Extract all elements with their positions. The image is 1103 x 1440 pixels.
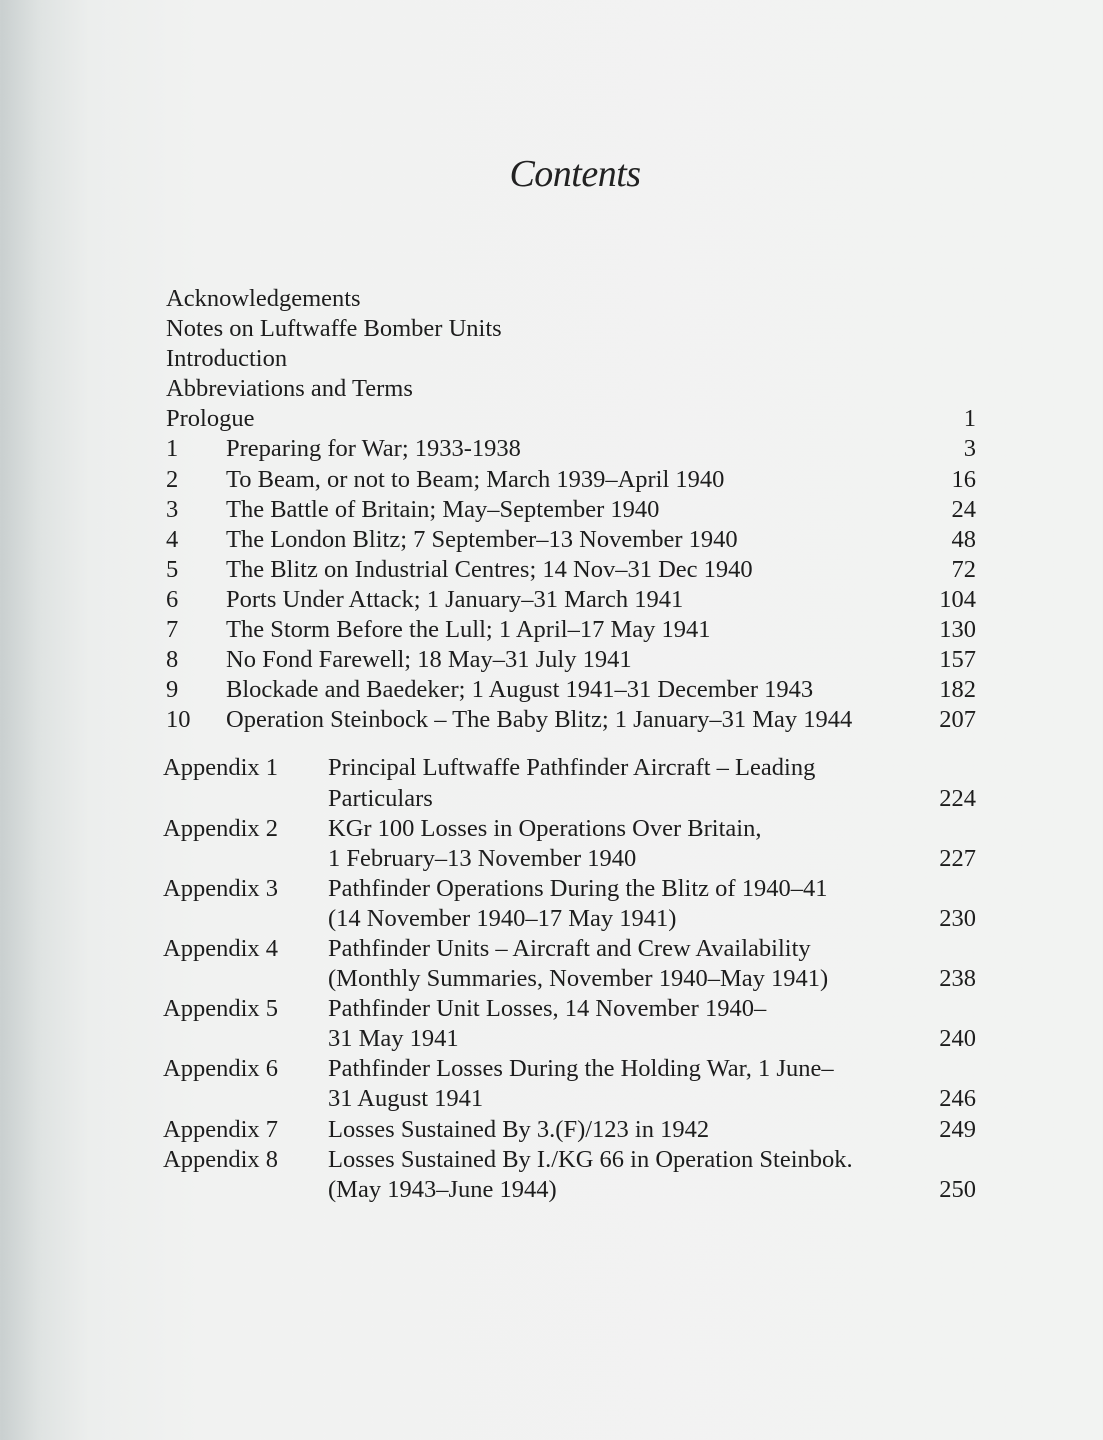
- toc-page-number: 24: [951, 495, 976, 523]
- appendix-title-line: Particulars: [328, 784, 433, 812]
- toc-page-number: 182: [939, 676, 976, 704]
- chapter-title: The Battle of Britain; May–September 1940: [226, 495, 660, 523]
- toc-chapter-item: [166, 465, 976, 495]
- appendix-title-line: Principal Luftwaffe Pathfinder Aircraft – Leading: [328, 754, 816, 782]
- appendix-title-line: Pathfinder Unit Losses, 14 November 1940–: [328, 995, 767, 1023]
- toc-chapter-item: [166, 645, 976, 675]
- chapter-title: The Blitz on Industrial Centres; 14 Nov–31 Dec 1940: [226, 555, 753, 583]
- toc-chapter-item: [166, 434, 976, 464]
- toc-page-number: 72: [951, 555, 976, 583]
- toc-page-number: 207: [939, 706, 976, 734]
- toc-page-number: 3: [963, 435, 976, 463]
- toc-page-number: 130: [939, 616, 976, 644]
- chapter-title: To Beam, or not to Beam; March 1939–April 1940: [226, 465, 725, 493]
- appendix-label: Appendix 4: [163, 934, 278, 962]
- toc-chapter-item: [166, 615, 976, 645]
- chapter-number: 5: [166, 555, 179, 583]
- toc-appendix-item: [163, 1115, 976, 1145]
- appendix-title-line: Pathfinder Units – Aircraft and Crew Availability: [328, 934, 811, 962]
- toc-entry-title: Notes on Luftwaffe Bomber Units: [166, 315, 502, 343]
- appendix-title-line: Losses Sustained By 3.(F)/123 in 1942: [328, 1115, 710, 1143]
- chapter-title: No Fond Farewell; 18 May–31 July 1941: [226, 646, 632, 674]
- chapter-number: 8: [166, 646, 179, 674]
- toc-appendix-item: [163, 874, 976, 934]
- toc-chapter-item: [166, 585, 976, 615]
- toc-appendix-item: [163, 753, 976, 813]
- appendix-title-line: 31 August 1941: [328, 1085, 484, 1113]
- toc-appendix-item: [163, 1145, 976, 1205]
- appendix-label: Appendix 5: [163, 995, 278, 1023]
- appendix-title-line: 1 February–13 November 1940: [328, 844, 637, 872]
- chapter-number: 1: [166, 435, 179, 463]
- chapter-title: Blockade and Baedeker; 1 August 1941–31 December 1943: [226, 676, 814, 704]
- appendix-title-line: KGr 100 Losses in Operations Over Britain,: [328, 814, 762, 842]
- toc-page-number: 48: [951, 525, 976, 553]
- toc-chapter-item: [166, 675, 976, 705]
- toc-page-number: 157: [939, 646, 976, 674]
- appendix-title-line: (May 1943–June 1944): [328, 1175, 557, 1203]
- table-of-contents: [163, 284, 976, 1205]
- section-divider: [166, 735, 976, 753]
- toc-page-number: 227: [939, 844, 976, 872]
- toc-front-matter-item: [166, 314, 976, 344]
- chapter-number: 7: [166, 616, 179, 644]
- toc-appendix-item: [163, 934, 976, 994]
- toc-page-number: 250: [939, 1175, 976, 1203]
- chapter-title: Operation Steinbock – The Baby Blitz; 1 January–31 May 1944: [226, 706, 853, 734]
- toc-page-number: 240: [939, 1025, 976, 1053]
- toc-page-number: 249: [939, 1115, 976, 1143]
- toc-page-number: 238: [939, 965, 976, 993]
- appendix-label: Appendix 8: [163, 1145, 278, 1173]
- toc-front-matter-item: [166, 284, 976, 314]
- page-title: Contents: [509, 153, 641, 195]
- appendix-label: Appendix 7: [163, 1115, 278, 1143]
- toc-chapter-item: [166, 705, 976, 735]
- chapter-number: 3: [166, 495, 179, 523]
- toc-front-matter-item: [166, 374, 976, 404]
- toc-page-number: 1: [963, 405, 976, 433]
- appendix-title-line: 31 May 1941: [328, 1025, 459, 1053]
- appendix-title-line: (14 November 1940–17 May 1941): [328, 904, 677, 932]
- toc-front-matter-item: [166, 344, 976, 374]
- toc-page-number: 104: [939, 585, 976, 613]
- chapter-title: The Storm Before the Lull; 1 April–17 May 1941: [226, 616, 711, 644]
- toc-chapter-item: [166, 495, 976, 525]
- appendix-label: Appendix 1: [163, 754, 278, 782]
- appendix-title-line: Pathfinder Operations During the Blitz of 1940–41: [328, 874, 828, 902]
- toc-chapter-item: [166, 555, 976, 585]
- appendix-title-line: (Monthly Summaries, November 1940–May 1941): [328, 965, 829, 993]
- appendix-label: Appendix 2: [163, 814, 278, 842]
- toc-appendix-item: [163, 994, 976, 1054]
- chapter-number: 10: [166, 706, 191, 734]
- chapter-number: 4: [166, 525, 179, 553]
- toc-page-number: 16: [951, 465, 976, 493]
- toc-entry-title: Introduction: [166, 345, 288, 373]
- chapter-title: Ports Under Attack; 1 January–31 March 1941: [226, 585, 684, 613]
- toc-page-number: 230: [939, 904, 976, 932]
- toc-appendix-item: [163, 814, 976, 874]
- appendix-title-line: Losses Sustained By I./KG 66 in Operation Steinbok.: [328, 1145, 853, 1173]
- chapter-title: Preparing for War; 1933-1938: [226, 435, 521, 463]
- toc-appendix-item: [163, 1054, 976, 1114]
- toc-page-number: 224: [939, 784, 976, 812]
- chapter-number: 6: [166, 585, 179, 613]
- chapter-title: The London Blitz; 7 September–13 November 1940: [226, 525, 738, 553]
- toc-page-number: 246: [939, 1085, 976, 1113]
- toc-entry-title: Acknowledgements: [166, 285, 361, 312]
- chapter-number: 9: [166, 676, 179, 704]
- toc-front-matter-item: [166, 404, 976, 434]
- toc-entry-title: Prologue: [166, 405, 255, 433]
- toc-chapter-item: [166, 525, 976, 555]
- appendix-label: Appendix 6: [163, 1055, 278, 1083]
- chapter-number: 2: [166, 465, 179, 493]
- toc-entry-title: Abbreviations and Terms: [166, 375, 413, 403]
- appendix-label: Appendix 3: [163, 874, 278, 902]
- appendix-title-line: Pathfinder Losses During the Holding War, 1 June–: [328, 1055, 834, 1083]
